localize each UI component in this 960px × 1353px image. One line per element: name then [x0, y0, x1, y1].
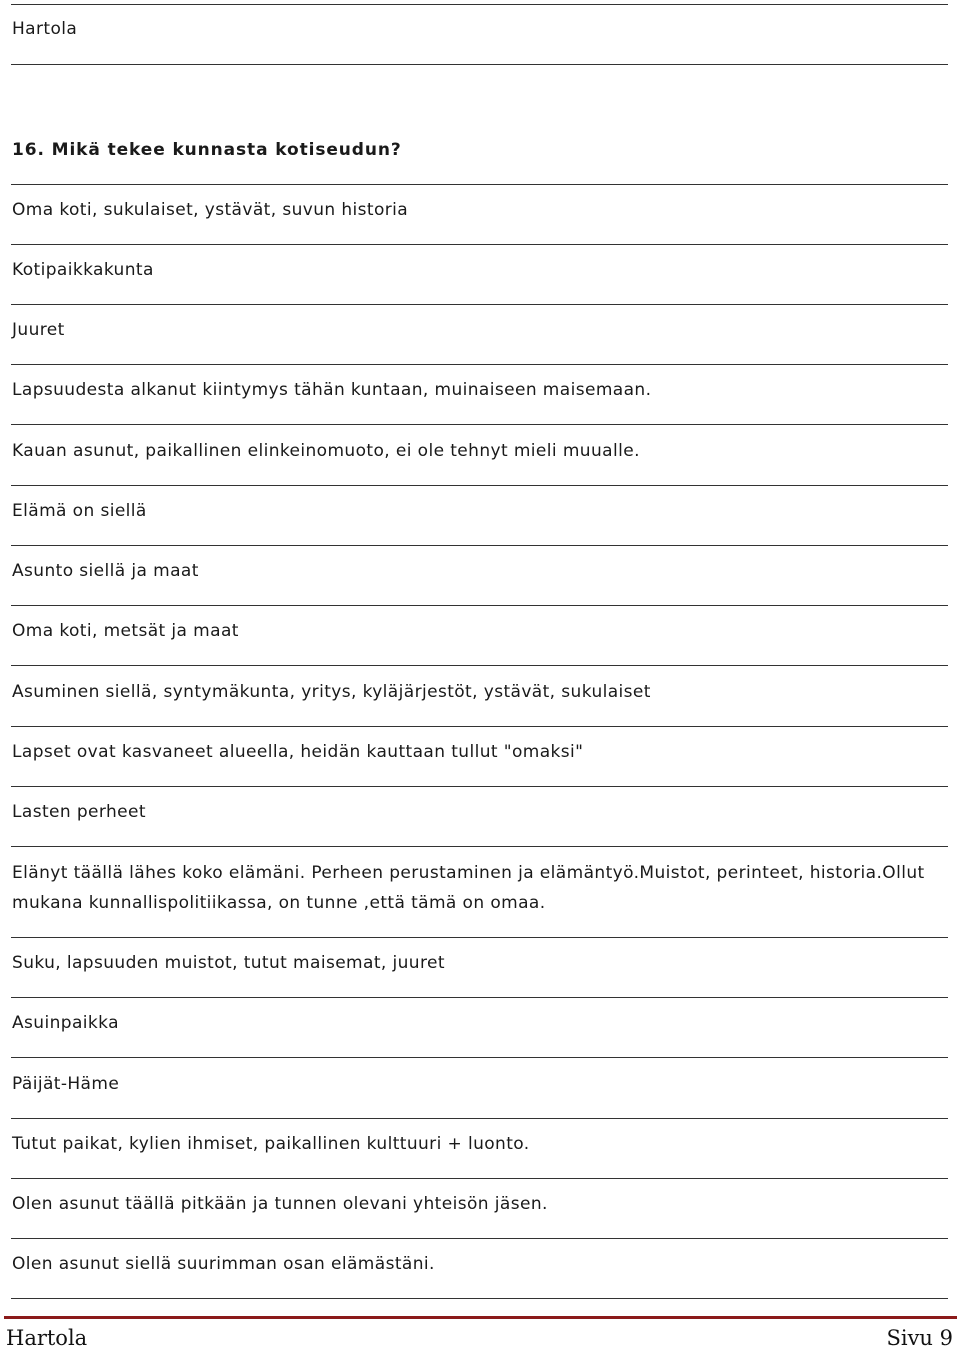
answer-divider — [11, 485, 948, 486]
answer-divider — [11, 846, 948, 847]
footer-municipality: Hartola — [6, 1326, 88, 1350]
answer-divider — [11, 1057, 948, 1058]
answer-divider — [11, 997, 948, 998]
answer-item: Asuminen siellä, syntymäkunta, yritys, kyläjärjestöt, ystävät, sukulaiset — [12, 682, 651, 702]
answer-divider — [11, 244, 948, 245]
answer-divider — [11, 1238, 948, 1239]
answer-item: Asunto siellä ja maat — [12, 561, 199, 581]
page-number: Sivu 9 — [886, 1326, 953, 1350]
answer-item: Tutut paikat, kylien ihmiset, paikallinen kulttuuri + luonto. — [12, 1134, 530, 1154]
footer-rule — [4, 1316, 957, 1319]
answer-item: Olen asunut täällä pitkään ja tunnen olevani yhteisön jäsen. — [12, 1194, 548, 1214]
header-bottom-rule — [11, 64, 948, 65]
answer-item: Olen asunut siellä suurimman osan elämästäni. — [12, 1254, 435, 1274]
answer-divider — [11, 364, 948, 365]
answer-divider — [11, 424, 948, 425]
answer-item: Oma koti, sukulaiset, ystävät, suvun historia — [12, 200, 409, 220]
answer-item: Suku, lapsuuden muistot, tutut maisemat, juuret — [12, 953, 445, 973]
answer-item: Lasten perheet — [12, 802, 146, 822]
answer-item: Kauan asunut, paikallinen elinkeinomuoto, ei ole tehnyt mieli muualle. — [12, 441, 640, 461]
answer-divider — [11, 726, 948, 727]
answer-divider — [11, 665, 948, 666]
header-municipality: Hartola — [12, 19, 78, 39]
answer-item: Päijät-Häme — [12, 1074, 120, 1094]
question-rule — [11, 184, 948, 185]
answer-item: Juuret — [12, 320, 65, 340]
answer-item: Asuinpaikka — [12, 1013, 119, 1033]
answer-divider — [11, 545, 948, 546]
answer-divider — [11, 1178, 948, 1179]
answer-divider — [11, 937, 948, 938]
answer-divider — [11, 605, 948, 606]
answer-divider — [11, 1298, 948, 1299]
header-top-rule — [11, 4, 948, 5]
answer-divider — [11, 304, 948, 305]
answer-divider — [11, 1118, 948, 1119]
answer-item: Oma koti, metsät ja maat — [12, 621, 239, 641]
answer-item: Elämä on siellä — [12, 501, 147, 521]
answer-item: Lapset ovat kasvaneet alueella, heidän kauttaan tullut "omaksi" — [12, 742, 584, 762]
answer-item: Elänyt täällä lähes koko elämäni. Perheen perustaminen ja elämäntyö.Muistot, perinteet, historia.Ollut mukana kunnallispolitiikassa, on tunne ,että tämä on omaa. — [12, 863, 925, 913]
answer-item: Kotipaikkakunta — [12, 260, 154, 280]
answer-item: Lapsuudesta alkanut kiintymys tähän kuntaan, muinaiseen maisemaan. — [12, 380, 652, 400]
question-title: 16. Mikä tekee kunnasta kotiseudun? — [12, 140, 402, 160]
answer-divider — [11, 786, 948, 787]
